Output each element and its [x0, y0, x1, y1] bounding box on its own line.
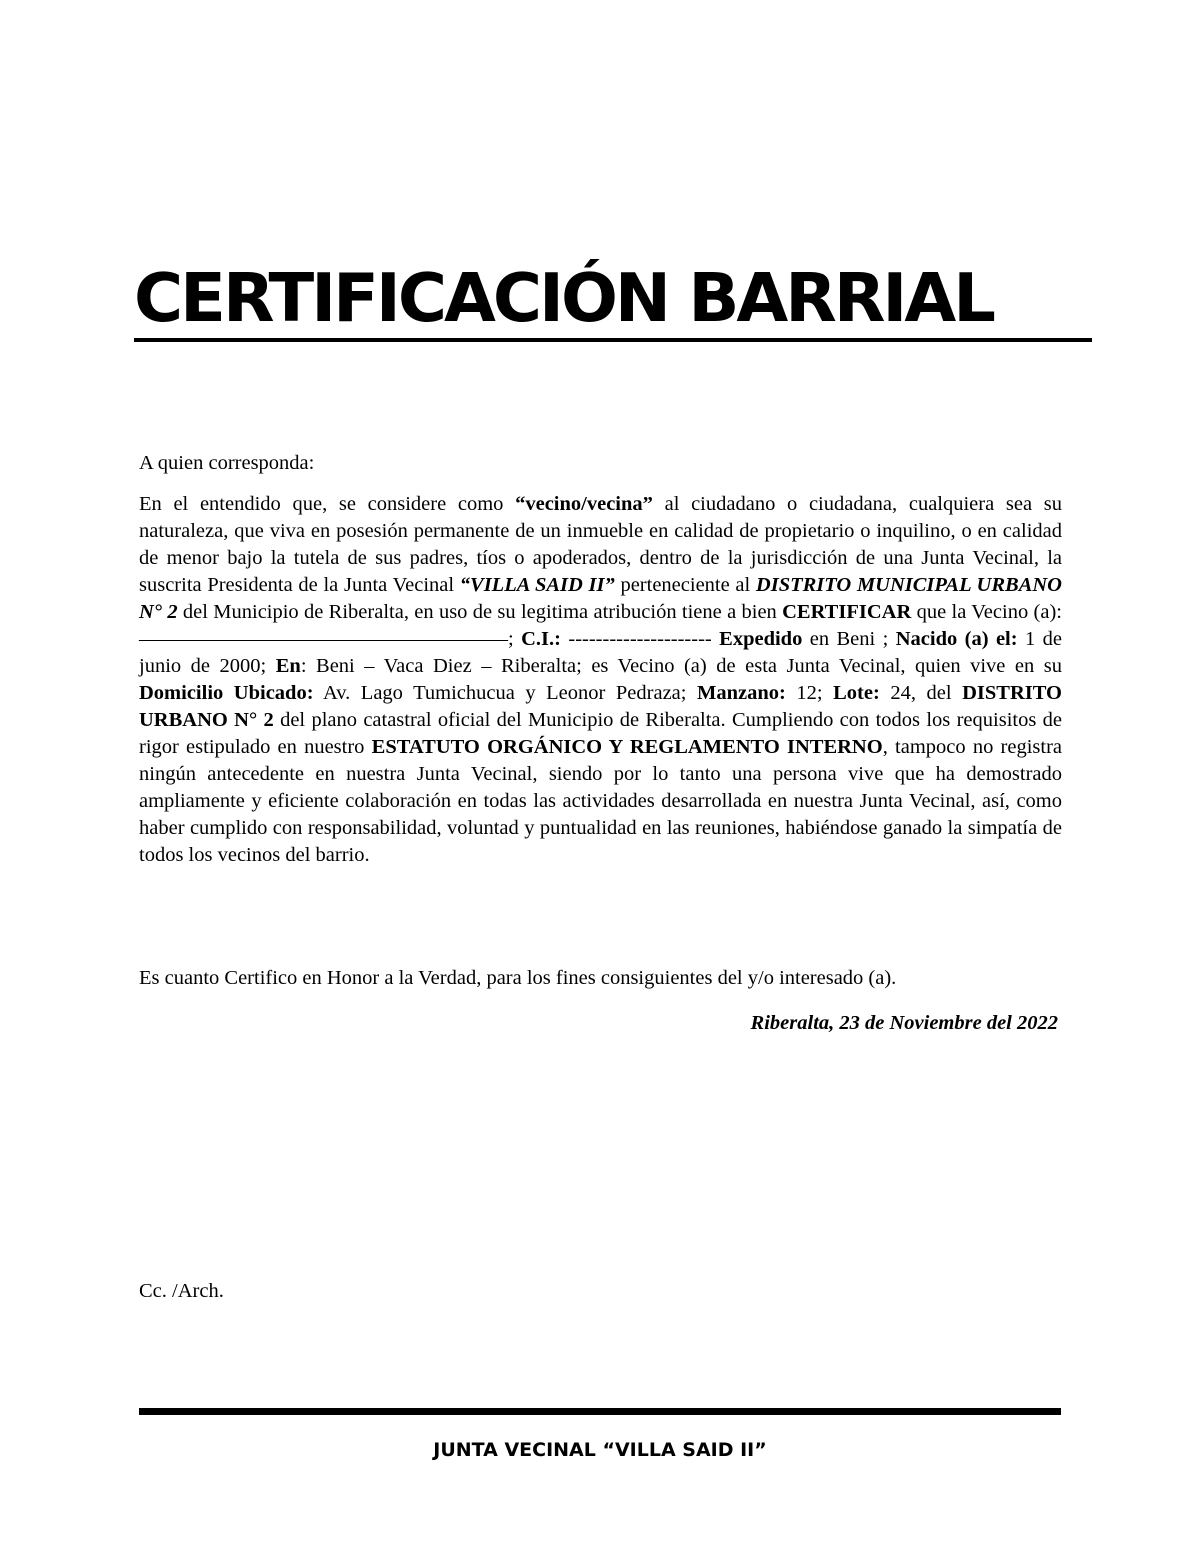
body-bold: En [275, 655, 301, 677]
body-text: 12; [785, 682, 834, 704]
body-bold: Domicilio Ubicado: [139, 682, 314, 704]
certification-body [139, 491, 1062, 869]
body-text: --------------------- [560, 628, 720, 650]
closing-statement: Es cuanto Certifico en Honor a la Verdad, para los fines consiguientes del y/o interesado (a). [139, 967, 897, 989]
title-underline [134, 338, 1092, 342]
body-bold: ESTATUTO ORGÁNICO Y REGLAMENTO INTERNO [371, 736, 883, 758]
body-text: Av. Lago Tumichucua y Leonor Pedraza; [313, 682, 698, 704]
body-bold: Expedido [719, 628, 803, 650]
body-bold: Manzano: [697, 682, 786, 704]
body-bold: “vecino/vecina” [515, 493, 653, 515]
body-bold: CERTIFICAR [782, 601, 912, 623]
body-text: del plano catastral oficial del Municipio de Riberalta. Cumpliendo con todos los requisitos de rigor estipulado en nuestro [139, 709, 1062, 758]
body-text: perteneciente al [614, 574, 756, 596]
junta-name: “VILLA SAID II” [459, 574, 615, 596]
body-text: , tampoco no registra ningún antecedente en nuestra Junta Vecinal, siendo por lo tanto una persona vive que ha demostrado ampliamente y eficiente colaboración en todas las actividades desarrollada en nuestra Junta Vecinal, así, como haber cumplido con responsabilidad, voluntad y puntualidad en las reuniones, habiéndose ganado la simpatía de todos los vecinos del barrio. [139, 736, 1062, 866]
body-bold: DISTRITO URBANO N° 2 [139, 682, 1062, 731]
footer-rule [139, 1408, 1061, 1415]
body-text: al ciudadano o ciudadana, cualquiera sea su naturaleza, que viva en posesión permanente de un inmueble en calidad de propietario o inquilino, o en calidad de menor bajo la tutela de sus padres, tíos o apoderados, dentro de la jurisdicción de una Junta Vecinal, la suscrita Presidenta de la Junta Vecinal [139, 493, 1062, 596]
district-name: DISTRITO MUNICIPAL URBANO N° 2 [139, 574, 1062, 623]
cc-archive: Cc. /Arch. [139, 1280, 224, 1302]
greeting: A quien corresponda: [139, 452, 315, 474]
body-text: del Municipio de Riberalta, en uso de su legitima atribución tiene a bien [177, 601, 783, 623]
body-bold: Lote: [833, 682, 880, 704]
body-text: en Beni ; [802, 628, 896, 650]
date-line: Riberalta, 23 de Noviembre del 2022 [750, 1012, 1058, 1034]
document-title: CERTIFICACIÓN BARRIAL [134, 259, 993, 337]
body-text: 24, del [879, 682, 963, 704]
body-text: En el entendido que, se considere como [139, 493, 516, 515]
footer-organization: JUNTA VECINAL “VILLA SAID II” [433, 1439, 767, 1461]
body-text: que la Vecino (a): ——————————————————; [139, 601, 1062, 650]
body-text: 1 de junio de 2000; [139, 628, 1062, 677]
body-bold: C.I.: [521, 628, 561, 650]
body-text: : Beni – Vaca Diez – Riberalta; es Vecino (a) de esta Junta Vecinal, quien vive en su [300, 655, 1062, 677]
body-bold: Nacido (a) el: [895, 628, 1018, 650]
